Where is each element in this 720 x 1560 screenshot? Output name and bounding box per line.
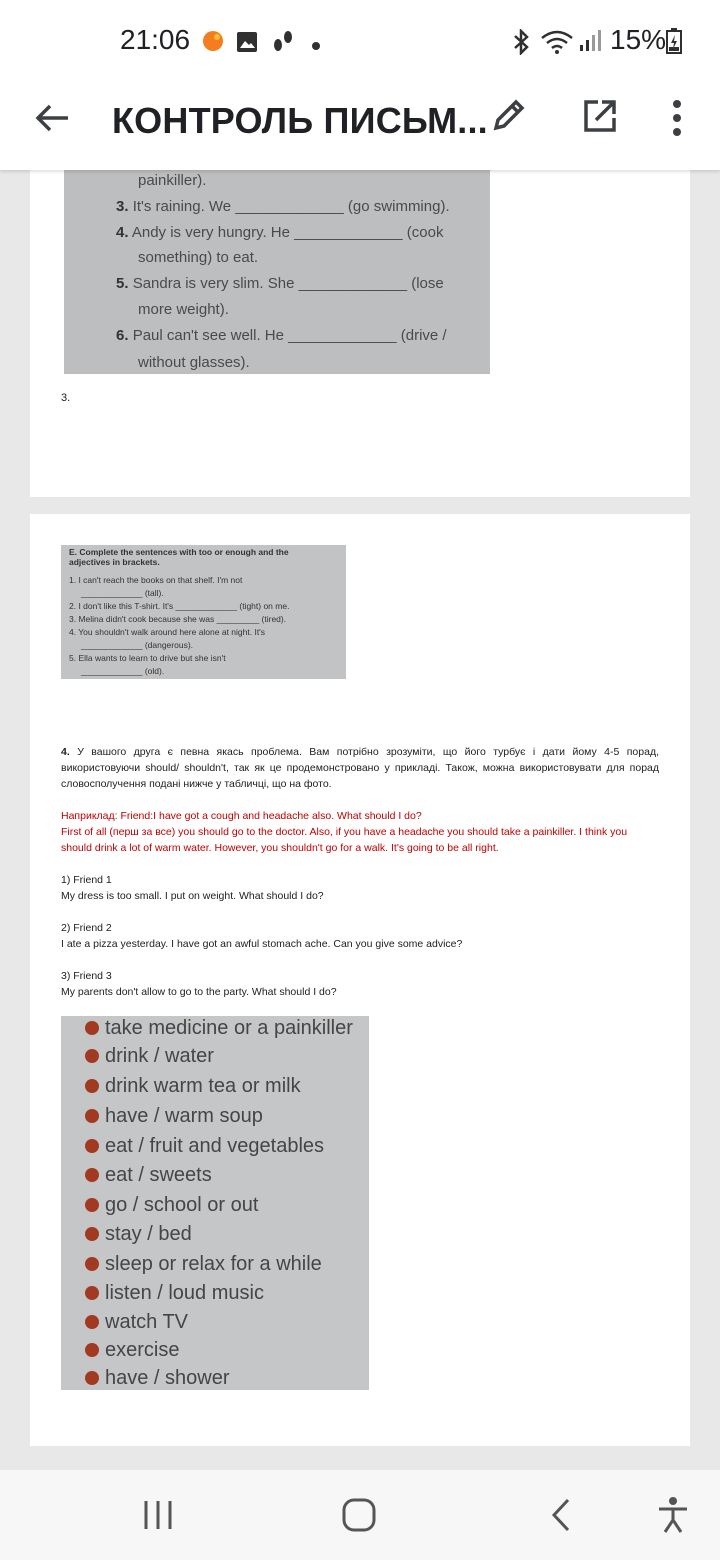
- bullet-icon: [85, 1315, 99, 1329]
- gallery-icon: [236, 31, 258, 58]
- bullet-icon: [85, 1371, 99, 1385]
- exercise-photo-2: [61, 545, 346, 679]
- wifi-icon: [540, 29, 574, 60]
- phrases-photo: [61, 1016, 369, 1390]
- app-bar: [0, 84, 720, 170]
- phrase-item: watch TV: [85, 1310, 188, 1334]
- photo-line: 3. Melina didn't cook because she was _________ (tired).: [69, 614, 287, 624]
- phrase-item: drink / water: [85, 1044, 214, 1068]
- bullet-icon: [85, 1021, 99, 1035]
- bullet-icon: [85, 1198, 99, 1212]
- document-title: КОНТРОЛЬ ПИСЬМ...: [112, 100, 488, 141]
- exercise-photo-1: [64, 170, 490, 374]
- more-vert-icon[interactable]: [662, 98, 692, 138]
- bullet-icon: [85, 1343, 99, 1357]
- activity-icon: [270, 28, 296, 59]
- back-icon[interactable]: [548, 1497, 574, 1538]
- photo-line: more weight).: [138, 301, 229, 318]
- photo-line: 5. Sandra is very slim. She _____________ (lose: [116, 275, 444, 292]
- bullet-icon: [85, 1079, 99, 1093]
- photo-heading: adjectives in brackets.: [69, 557, 160, 567]
- bullet-icon: [85, 1139, 99, 1153]
- friend-problem: My dress is too small. I put on weight. What should I do?: [61, 890, 324, 902]
- battery-percent: 15%: [610, 24, 667, 55]
- open-external-icon[interactable]: [580, 96, 620, 136]
- recent-apps-icon[interactable]: [142, 1498, 174, 1537]
- phrase-item: exercise: [85, 1338, 179, 1362]
- accessibility-icon[interactable]: [656, 1496, 690, 1539]
- system-nav-bar: [0, 1470, 720, 1560]
- photo-line: 1. I can't reach the books on that shelf. I'm not: [69, 575, 243, 585]
- orange-app-icon: [202, 30, 224, 57]
- photo-line: without glasses).: [138, 354, 250, 371]
- phrase-item: stay / bed: [85, 1222, 192, 1246]
- status-time: 21:06: [120, 24, 191, 55]
- photo-line: 4. Andy is very hungry. He _____________ (cook: [116, 224, 444, 241]
- back-arrow-icon[interactable]: [32, 98, 72, 138]
- phrase-item: take medicine or a painkiller: [85, 1016, 353, 1040]
- phrase-item: have / shower: [85, 1366, 230, 1390]
- photo-heading: E. Complete the sentences with too or enough and the: [69, 547, 289, 557]
- photo-line: _____________ (tall).: [81, 588, 164, 598]
- bullet-icon: [85, 1227, 99, 1241]
- example-block: [61, 808, 659, 856]
- phrase-item: sleep or relax for a while: [85, 1252, 322, 1276]
- phrase-item: have / warm soup: [85, 1104, 263, 1128]
- bluetooth-icon: [512, 29, 532, 60]
- home-icon[interactable]: [340, 1496, 378, 1539]
- edit-icon[interactable]: [488, 96, 528, 136]
- friend-problem: I ate a pizza yesterday. I have got an awful stomach ache. Can you give some advice?: [61, 938, 463, 950]
- phrase-item: go / school or out: [85, 1193, 258, 1217]
- phrase-item: eat / sweets: [85, 1163, 212, 1187]
- status-bar: [0, 0, 720, 84]
- photo-line: _____________ (old).: [81, 666, 165, 676]
- task-number: 4.: [61, 746, 70, 758]
- phrase-item: listen / loud music: [85, 1281, 264, 1305]
- document-page-1: [30, 150, 690, 497]
- photo-line: painkiller).: [138, 172, 207, 189]
- example-label: Наприклад:: [61, 810, 118, 822]
- friend-item: [61, 872, 659, 904]
- bullet-icon: [85, 1257, 99, 1271]
- bullet-icon: [85, 1168, 99, 1182]
- friend-item: [61, 920, 659, 952]
- photo-line: 2. I don't like this T-shirt. It's _____________ (tight) on me.: [69, 601, 290, 611]
- signal-icon: [578, 30, 602, 57]
- bullet-icon: [85, 1109, 99, 1123]
- bullet-icon: [85, 1049, 99, 1063]
- example-question: Friend:I have got a cough and headache also. What should I do?: [117, 810, 422, 822]
- task-text: У вашого друга є певна якась проблема. Вам потрібно зрозуміти, що його турбує і дати йому 4-5 порад, використовуючи should/ shouldn't, так як це продемонстровано у прикладі. Також, можна використовувати для порад словосполучення подані нижче у табличці, що на фото.: [61, 746, 659, 790]
- photo-line: 4. You shouldn't walk around here alone at night. It's: [69, 627, 266, 637]
- battery-icon: [666, 28, 682, 59]
- document-page-2: [30, 514, 690, 1446]
- friend-label: 2) Friend 2: [61, 922, 112, 934]
- friend-label: 1) Friend 1: [61, 874, 112, 886]
- bullet-icon: [85, 1286, 99, 1300]
- photo-line: _____________ (dangerous).: [81, 640, 194, 650]
- friend-item: [61, 968, 659, 1000]
- photo-line: 3. It's raining. We _____________ (go swimming).: [116, 198, 450, 215]
- example-answer: First of all (перш за все) you should go to the doctor. Also, if you have a headache you should take a painkiller. I think you should drink a lot of warm water. However, you shouldn't go for a walk. It's going to be all right.: [61, 826, 628, 854]
- photo-line: something) to eat.: [138, 249, 259, 266]
- phrase-item: eat / fruit and vegetables: [85, 1134, 324, 1158]
- friend-label: 3) Friend 3: [61, 970, 112, 982]
- page-number: 3.: [61, 392, 71, 404]
- friend-problem: My parents don't allow to go to the party. What should I do?: [61, 986, 337, 998]
- phrase-item: drink warm tea or milk: [85, 1074, 301, 1098]
- photo-line: 5. Ella wants to learn to drive but she isn't: [69, 653, 226, 663]
- task-instructions: [61, 744, 659, 792]
- dot-icon: [312, 37, 320, 55]
- photo-line: 6. Paul can't see well. He _____________ (drive /: [116, 327, 447, 344]
